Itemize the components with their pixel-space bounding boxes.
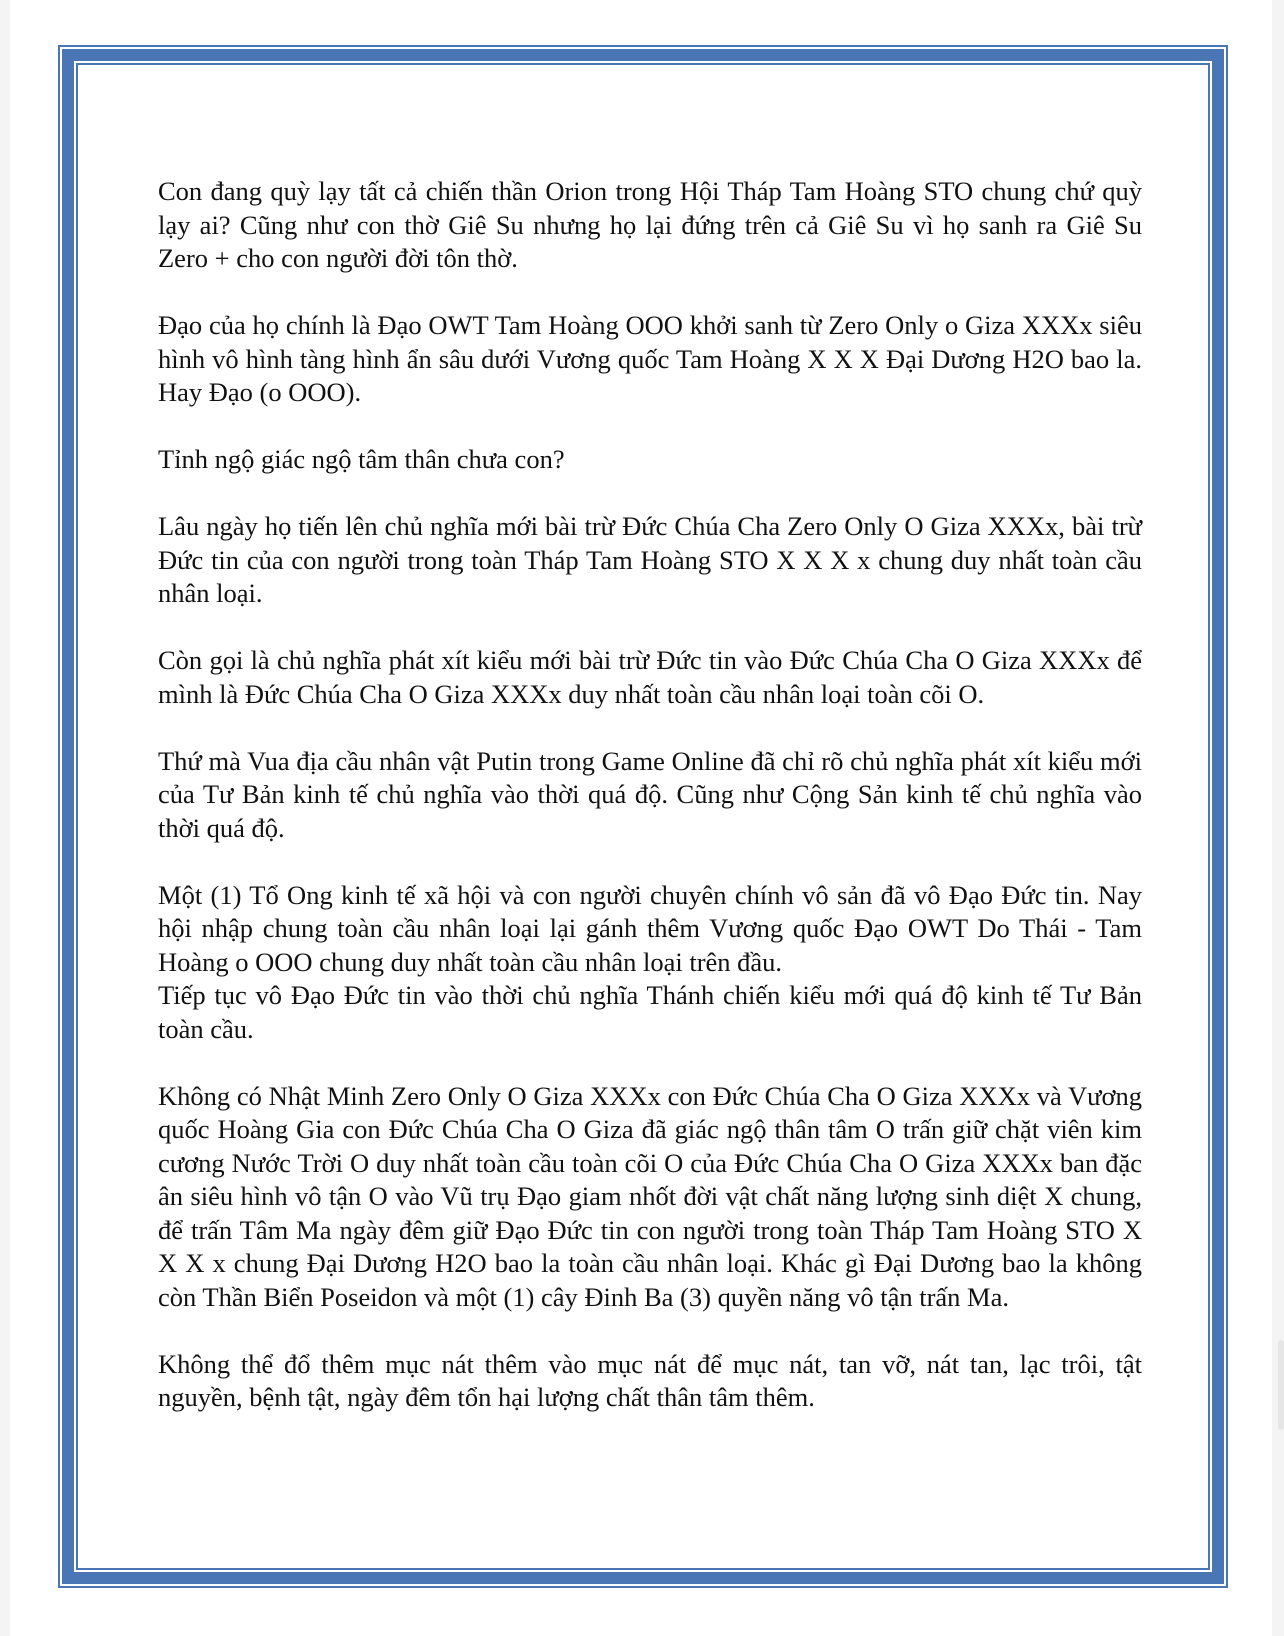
scrollbar[interactable] [1278, 1340, 1284, 1430]
paragraph-line: Tỉnh ngộ giác ngộ tâm thân chưa con? [158, 444, 565, 474]
paragraph-line: Lâu ngày họ tiến lên chủ nghĩa mới bài trừ Đức Chúa Cha Zero Only O Giza XXXx, bài trừ Đức tin của con người trong toàn Tháp Tam Hoàng STO X X X x chung duy nhất toàn cầu nhân loại. [158, 511, 1142, 608]
paragraph-line: Đạo của họ chính là Đạo OWT Tam Hoàng OOO khởi sanh từ Zero Only o Giza XXXx siêu hình vô hình tàng hình ẩn sâu dưới Vương quốc Tam Hoàng X X X Đại Dương H2O bao la. Hay Đạo (o OOO). [158, 310, 1142, 407]
paragraph-8 [158, 1080, 1142, 1315]
paragraph-3 [158, 443, 1142, 477]
paragraph-line: Thứ mà Vua địa cầu nhân vật Putin trong Game Online đã chỉ rõ chủ nghĩa phát xít kiểu mới của Tư Bản kinh tế chủ nghĩa vào thời quá độ. Cũng như Cộng Sản kinh tế chủ nghĩa vào thời quá độ. [158, 745, 1142, 843]
paragraph-6 [158, 745, 1142, 846]
paragraph-7 [158, 879, 1142, 1047]
document-body [158, 175, 1142, 1415]
paragraph-2 [158, 309, 1142, 410]
paragraph-5 [158, 644, 1142, 711]
paragraph-line: Tiếp tục vô Đạo Đức tin vào thời chủ nghĩa Thánh chiến kiểu mới quá độ kinh tế Tư Bản toàn cầu. [158, 980, 1142, 1044]
paragraph-line: Còn gọi là chủ nghĩa phát xít kiểu mới bài trừ Đức tin vào Đức Chúa Cha O Giza XXXx để mình là Đức Chúa Cha O Giza XXXx duy nhất toàn cầu nhân loại toàn cõi O. [158, 645, 1142, 709]
paragraph-line: Một (1) Tổ Ong kinh tế xã hội và con người chuyên chính vô sản đã vô Đạo Đức tin. Nay hội nhập chung toàn cầu nhân loại lại gánh thêm Vương quốc Đạo OWT Do Thái - Tam Hoàng o OOO chung duy nhất toàn cầu nhân loại trên đầu. [158, 879, 1142, 977]
paragraph-line: Con đang quỳ lạy tất cả chiến thần Orion trong Hội Tháp Tam Hoàng STO chung chứ quỳ lạy ai? Cũng như con thờ Giê Su nhưng họ lại đứng trên cả Giê Su vì họ sanh ra Giê Su Zero + cho con người đời tôn thờ. [158, 176, 1142, 273]
paragraph-line: Không có Nhật Minh Zero Only O Giza XXXx con Đức Chúa Cha O Giza XXXx và Vương quốc Hoàng Gia con Đức Chúa Cha O Giza đã giác ngộ thân tâm O trấn giữ chặt viên kim cương Nước Trời O duy nhất toàn cầu toàn cõi O của Đức Chúa Cha O Giza XXXx ban đặc ân siêu hình vô tận O vào Vũ trụ Đạo giam nhốt đời vật chất năng lượng sinh diệt X chung, để trấn Tâm Ma ngày đêm giữ Đạo Đức tin con người trong toàn Tháp Tam Hoàng STO X X X x chung Đại Dương H2O bao la toàn cầu nhân loại. Khác gì Đại Dương bao la không còn Thần Biển Poseidon và một (1) cây Đinh Ba (3) quyền năng vô tận trấn Ma. [158, 1080, 1142, 1312]
paragraph-4 [158, 510, 1142, 611]
paragraph-line: Không thể đổ thêm mục nát thêm vào mục nát để mục nát, tan vỡ, nát tan, lạc trôi, tật nguyền, bệnh tật, ngày đêm tổn hại lượng chất thân tâm thêm. [158, 1348, 1142, 1412]
paragraph-1 [158, 175, 1142, 276]
paragraph-9 [158, 1348, 1142, 1415]
